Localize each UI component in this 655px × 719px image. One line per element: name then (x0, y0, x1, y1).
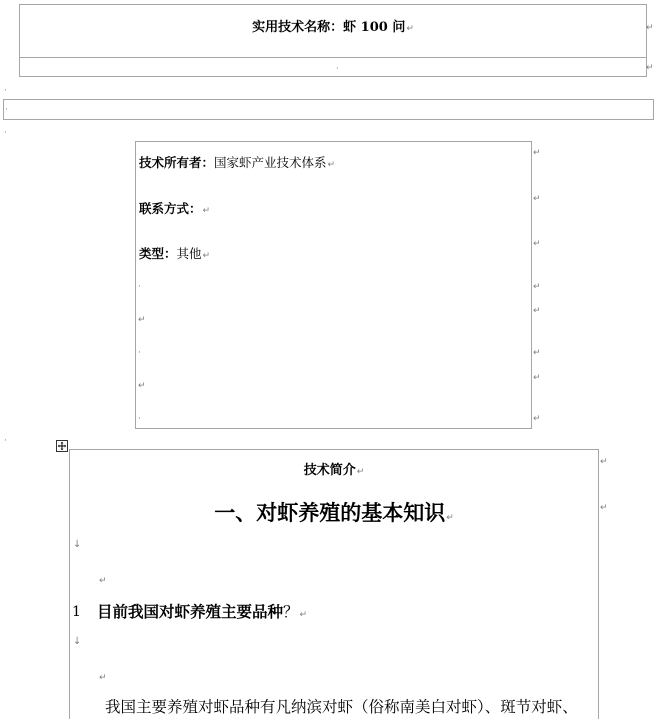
type-label: 类型： (139, 246, 177, 261)
row-end-mark: ↵ (533, 194, 541, 204)
row-end-mark: ↵ (533, 148, 541, 158)
question-heading (97, 602, 307, 625)
row-end-mark: ↵ (533, 373, 541, 383)
section-heading (69, 500, 599, 531)
info-table (135, 141, 532, 429)
paragraph-mark: ↵ (138, 381, 146, 391)
row-end-mark: ↵ (533, 414, 541, 424)
row-end-mark: ↵ (533, 306, 541, 316)
paragraph-mark: ↵ (99, 576, 107, 586)
body-paragraph: 我国主要养殖对虾品种有凡纳滨对虾（俗称南美白对虾）、斑节对虾、 (105, 698, 578, 716)
question-mark: ？ (283, 603, 299, 621)
title-table-empty-row (19, 57, 647, 77)
cell-mark: · (5, 105, 8, 115)
intro-caption-text: 技术简介 (303, 463, 356, 478)
paragraph-mark: ↵ (202, 251, 211, 261)
row-end-mark: ↵ (646, 63, 654, 73)
cell-mark: · (138, 348, 141, 358)
empty-table (3, 99, 654, 120)
paragraph-mark: ↵ (327, 160, 336, 170)
row-end-mark: ↵ (600, 503, 608, 513)
paragraph-mark: ↵ (406, 24, 414, 34)
paragraph-mark: ↵ (446, 513, 454, 523)
paragraph-mark: ↵ (356, 467, 365, 477)
technology-title-text: 实用技术名称：虾 100 问 (252, 20, 406, 35)
paragraph-mark: ↵ (202, 206, 211, 216)
cell-mark: · (138, 414, 141, 424)
line-break-mark: ↓ (73, 539, 82, 550)
question-number: 1 (72, 604, 81, 620)
contact-line (139, 201, 210, 219)
technology-title (19, 20, 647, 37)
row-end-mark: ↵ (533, 282, 541, 292)
row-end-mark: ↵ (600, 457, 608, 467)
paragraph-mark: ↵ (99, 673, 107, 683)
paragraph-mark: ↵ (138, 315, 146, 325)
row-end-mark: ↵ (533, 348, 541, 358)
intro-table (69, 449, 599, 719)
cell-mark: · (4, 86, 7, 96)
section-heading-text: 一、对虾养殖的基本知识 (214, 500, 446, 525)
table-move-handle-icon[interactable] (56, 437, 68, 449)
line-break-mark: ↓ (73, 636, 82, 647)
row-end-mark: ↵ (533, 239, 541, 249)
cell-mark: · (4, 128, 7, 138)
intro-caption (69, 463, 599, 480)
owner-value: 国家虾产业技术体系 (214, 155, 327, 170)
cell-mark: · (138, 282, 141, 292)
row-end-mark: ↵ (646, 23, 654, 33)
cell-mark: · (336, 64, 339, 74)
type-value: 其他 (176, 246, 202, 261)
type-line (139, 246, 210, 264)
paragraph-mark: ↵ (299, 610, 308, 620)
question-text: 目前我国对虾养殖主要品种 (97, 602, 284, 621)
contact-label: 联系方式： (139, 201, 202, 216)
owner-label: 技术所有者： (139, 155, 215, 170)
cell-mark: · (4, 436, 7, 446)
owner-line (139, 155, 335, 173)
